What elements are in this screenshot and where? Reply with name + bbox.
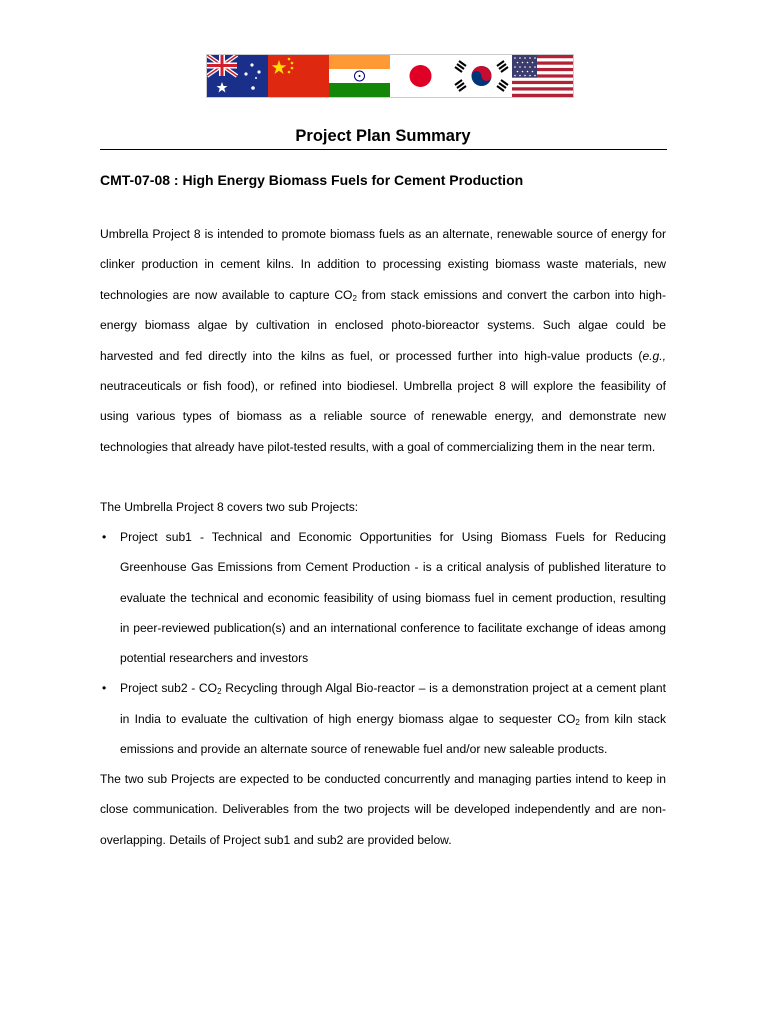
- china-flag-icon: [268, 55, 329, 97]
- list-item: [100, 522, 666, 673]
- india-flag-icon: [329, 55, 390, 97]
- bullet-icon: •: [102, 530, 107, 544]
- sub-projects-intro: The Umbrella Project 8 covers two sub Projects:: [100, 500, 359, 514]
- bullet-text: [120, 681, 666, 756]
- list-item: [100, 673, 666, 764]
- flags-banner: [206, 54, 574, 98]
- intro-text-1: Umbrella Project 8 is intended to promote biomass fuels as an alternate, renewable source of energy for clinker production in cement kilns. In addition to processing existing biomass waste materials, new technologies are now available to capture CO: [100, 227, 666, 302]
- page-title: Project Plan Summary: [295, 127, 471, 145]
- bullet2-text-3: from kiln stack emissions and provide an alternate source of renewable fuel and/or new saleable products.: [120, 711, 666, 757]
- sub-projects-list: [100, 522, 666, 764]
- co2-subscript: 2: [352, 293, 357, 303]
- title-divider: [100, 149, 667, 150]
- intro-text-2: from stack emissions and convert the carbon into high-energy biomass algae by cultivation in enclosed photo-bioreactor systems. Such algae could be harvested and fed directly into the kilns as fuel, or processed further into high-value products (: [100, 287, 666, 363]
- bullet-icon: •: [102, 681, 107, 696]
- intro-text-3: neutraceuticals or fish food), or refined into biodiesel. Umbrella project 8 will explore the feasibility of using various types of biomass as a reliable source of renewable energy, and demonstrate new technologies that already have pilot-tested results, with a goal of commercializing them in the near term.: [100, 379, 666, 454]
- bullet2-text-1: Project sub2 - CO: [120, 681, 218, 696]
- australia-flag-icon: [207, 55, 268, 97]
- japan-flag-icon: [390, 55, 451, 97]
- co2-subscript: 2: [217, 687, 222, 697]
- bullet2-text-2: Recycling through Algal Bio-reactor – is a demonstration project at a cement plant in India to evaluate the cultivation of high energy biomass algae to sequester CO: [120, 681, 666, 726]
- section-heading: CMT-07-08 : High Energy Biomass Fuels for Cement Production: [100, 172, 524, 188]
- intro-paragraph: [100, 219, 666, 462]
- closing-paragraph: The two sub Projects are expected to be conducted concurrently and managing parties intend to keep in close communication. Deliverables from the two projects will be developed independently and are non-overlapping. Details of Project sub1 and sub2 are provided below.: [100, 772, 666, 847]
- co2-subscript: 2: [575, 717, 580, 727]
- usa-flag-icon: [512, 55, 573, 97]
- bullet-text: Project sub1 - Technical and Economic Opportunities for Using Biomass Fuels for Reducing Greenhouse Gas Emissions from Cement Production - is a critical analysis of published literature to evaluate the technical and economic feasibility of using biomass fuel in cement production, resulting in peer-reviewed publication(s) and an international conference to facilitate exchange of ideas among potential researchers and investors: [120, 530, 666, 666]
- korea-flag-icon: [451, 55, 512, 97]
- eg-italic: e.g.,: [642, 348, 666, 363]
